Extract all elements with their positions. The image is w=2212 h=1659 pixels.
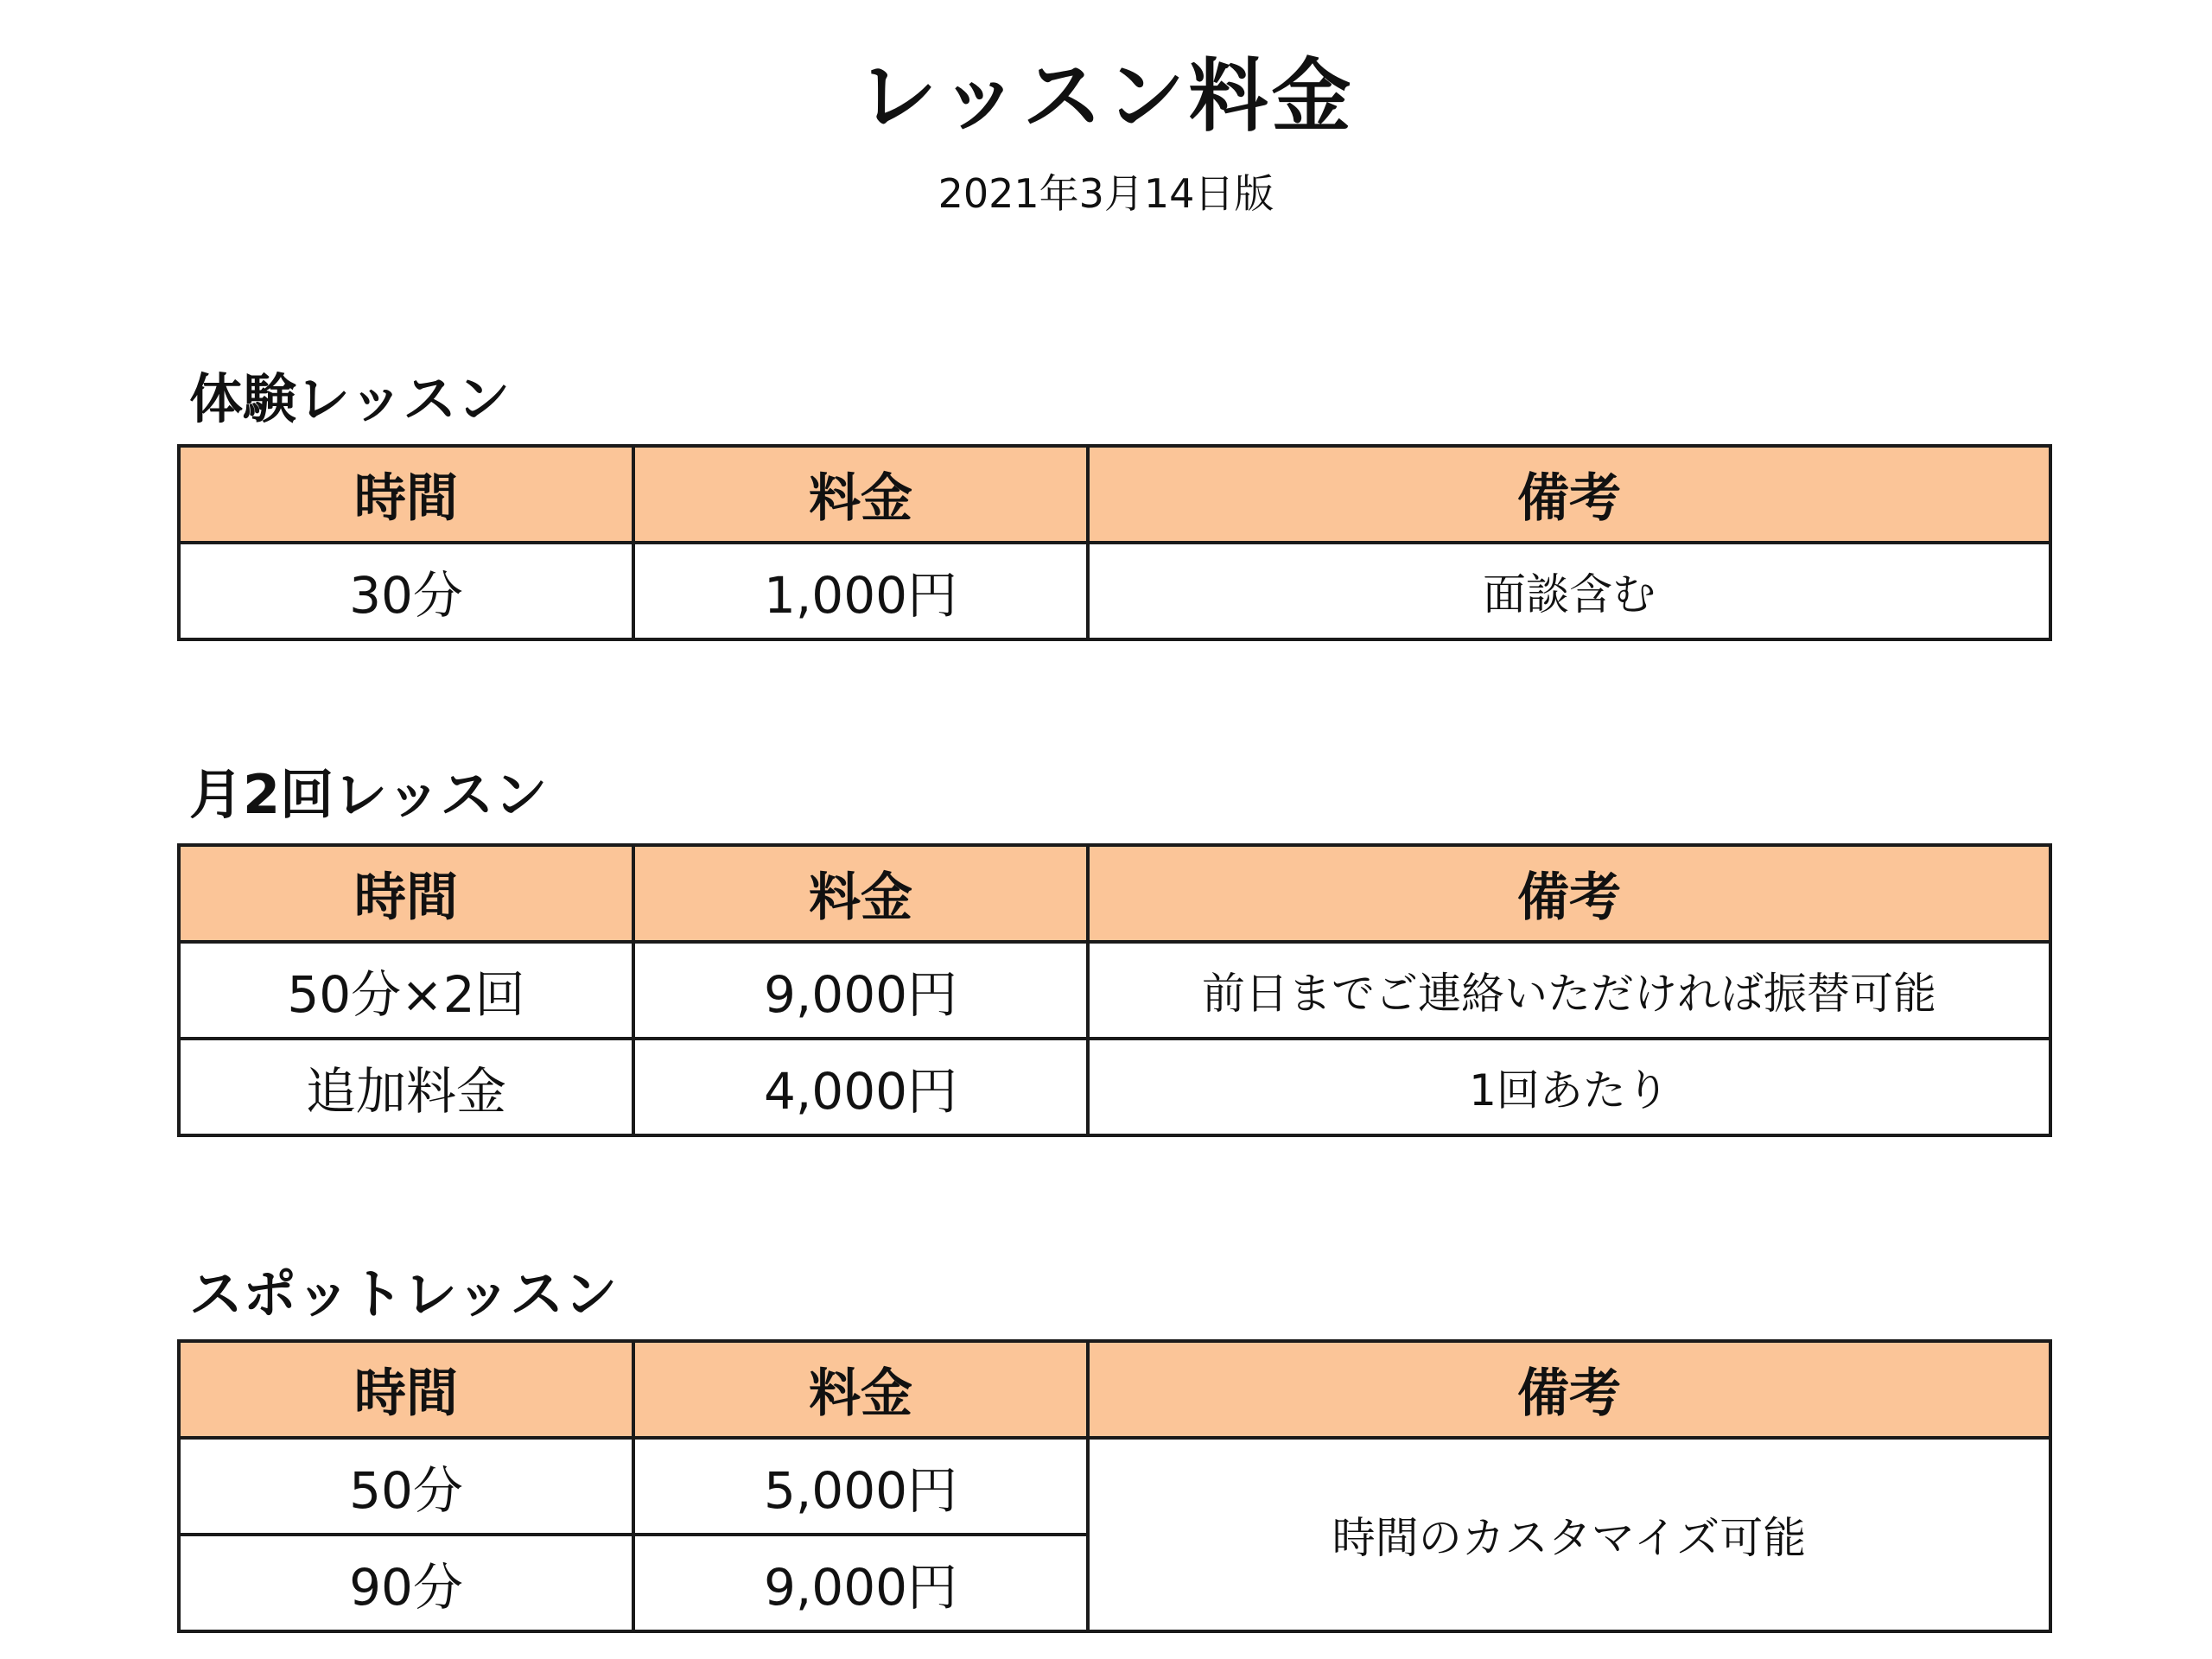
- cell-note: 1回あたり: [1088, 1039, 2050, 1135]
- header-price: 料金: [633, 446, 1088, 543]
- header-note: 備考: [1088, 446, 2050, 543]
- pricing-table: [177, 444, 2052, 641]
- section-title: 体験レッスン: [189, 367, 511, 430]
- table-row: [179, 543, 2050, 639]
- pricing-table: [177, 1339, 2052, 1633]
- header-time: 時間: [179, 845, 633, 942]
- section-title: スポットレッスン: [189, 1262, 618, 1325]
- section-title: 月2回レッスン: [189, 763, 548, 826]
- header-note: 備考: [1088, 845, 2050, 942]
- table-header-row: [179, 845, 2050, 942]
- table-header-row: [179, 1341, 2050, 1438]
- cell-note: 前日までご連絡いただければ振替可能: [1088, 942, 2050, 1039]
- header-time: 時間: [179, 446, 633, 543]
- cell-note-shared: 時間のカスタマイズ可能: [1088, 1438, 2050, 1631]
- cell-price: 9,000円: [633, 1535, 1088, 1631]
- cell-price: 1,000円: [633, 543, 1088, 639]
- table-header-row: [179, 446, 2050, 543]
- cell-time: 50分: [179, 1438, 633, 1535]
- table-row: [179, 1039, 2050, 1135]
- cell-price: 9,000円: [633, 942, 1088, 1039]
- table-row: [179, 942, 2050, 1039]
- pricing-table: [177, 843, 2052, 1137]
- table-row: [179, 1438, 2050, 1535]
- cell-time: 30分: [179, 543, 633, 639]
- cell-time: 追加料金: [179, 1039, 633, 1135]
- cell-note: 面談含む: [1088, 543, 2050, 639]
- header-time: 時間: [179, 1341, 633, 1438]
- header-note: 備考: [1088, 1341, 2050, 1438]
- cell-price: 4,000円: [633, 1039, 1088, 1135]
- header-price: 料金: [633, 1341, 1088, 1438]
- cell-price: 5,000円: [633, 1438, 1088, 1535]
- cell-time: 50分×2回: [179, 942, 633, 1039]
- header-price: 料金: [633, 845, 1088, 942]
- page-subtitle: 2021年3月14日版: [938, 170, 1274, 217]
- page-title: レッスン料金: [857, 50, 1355, 143]
- cell-time: 90分: [179, 1535, 633, 1631]
